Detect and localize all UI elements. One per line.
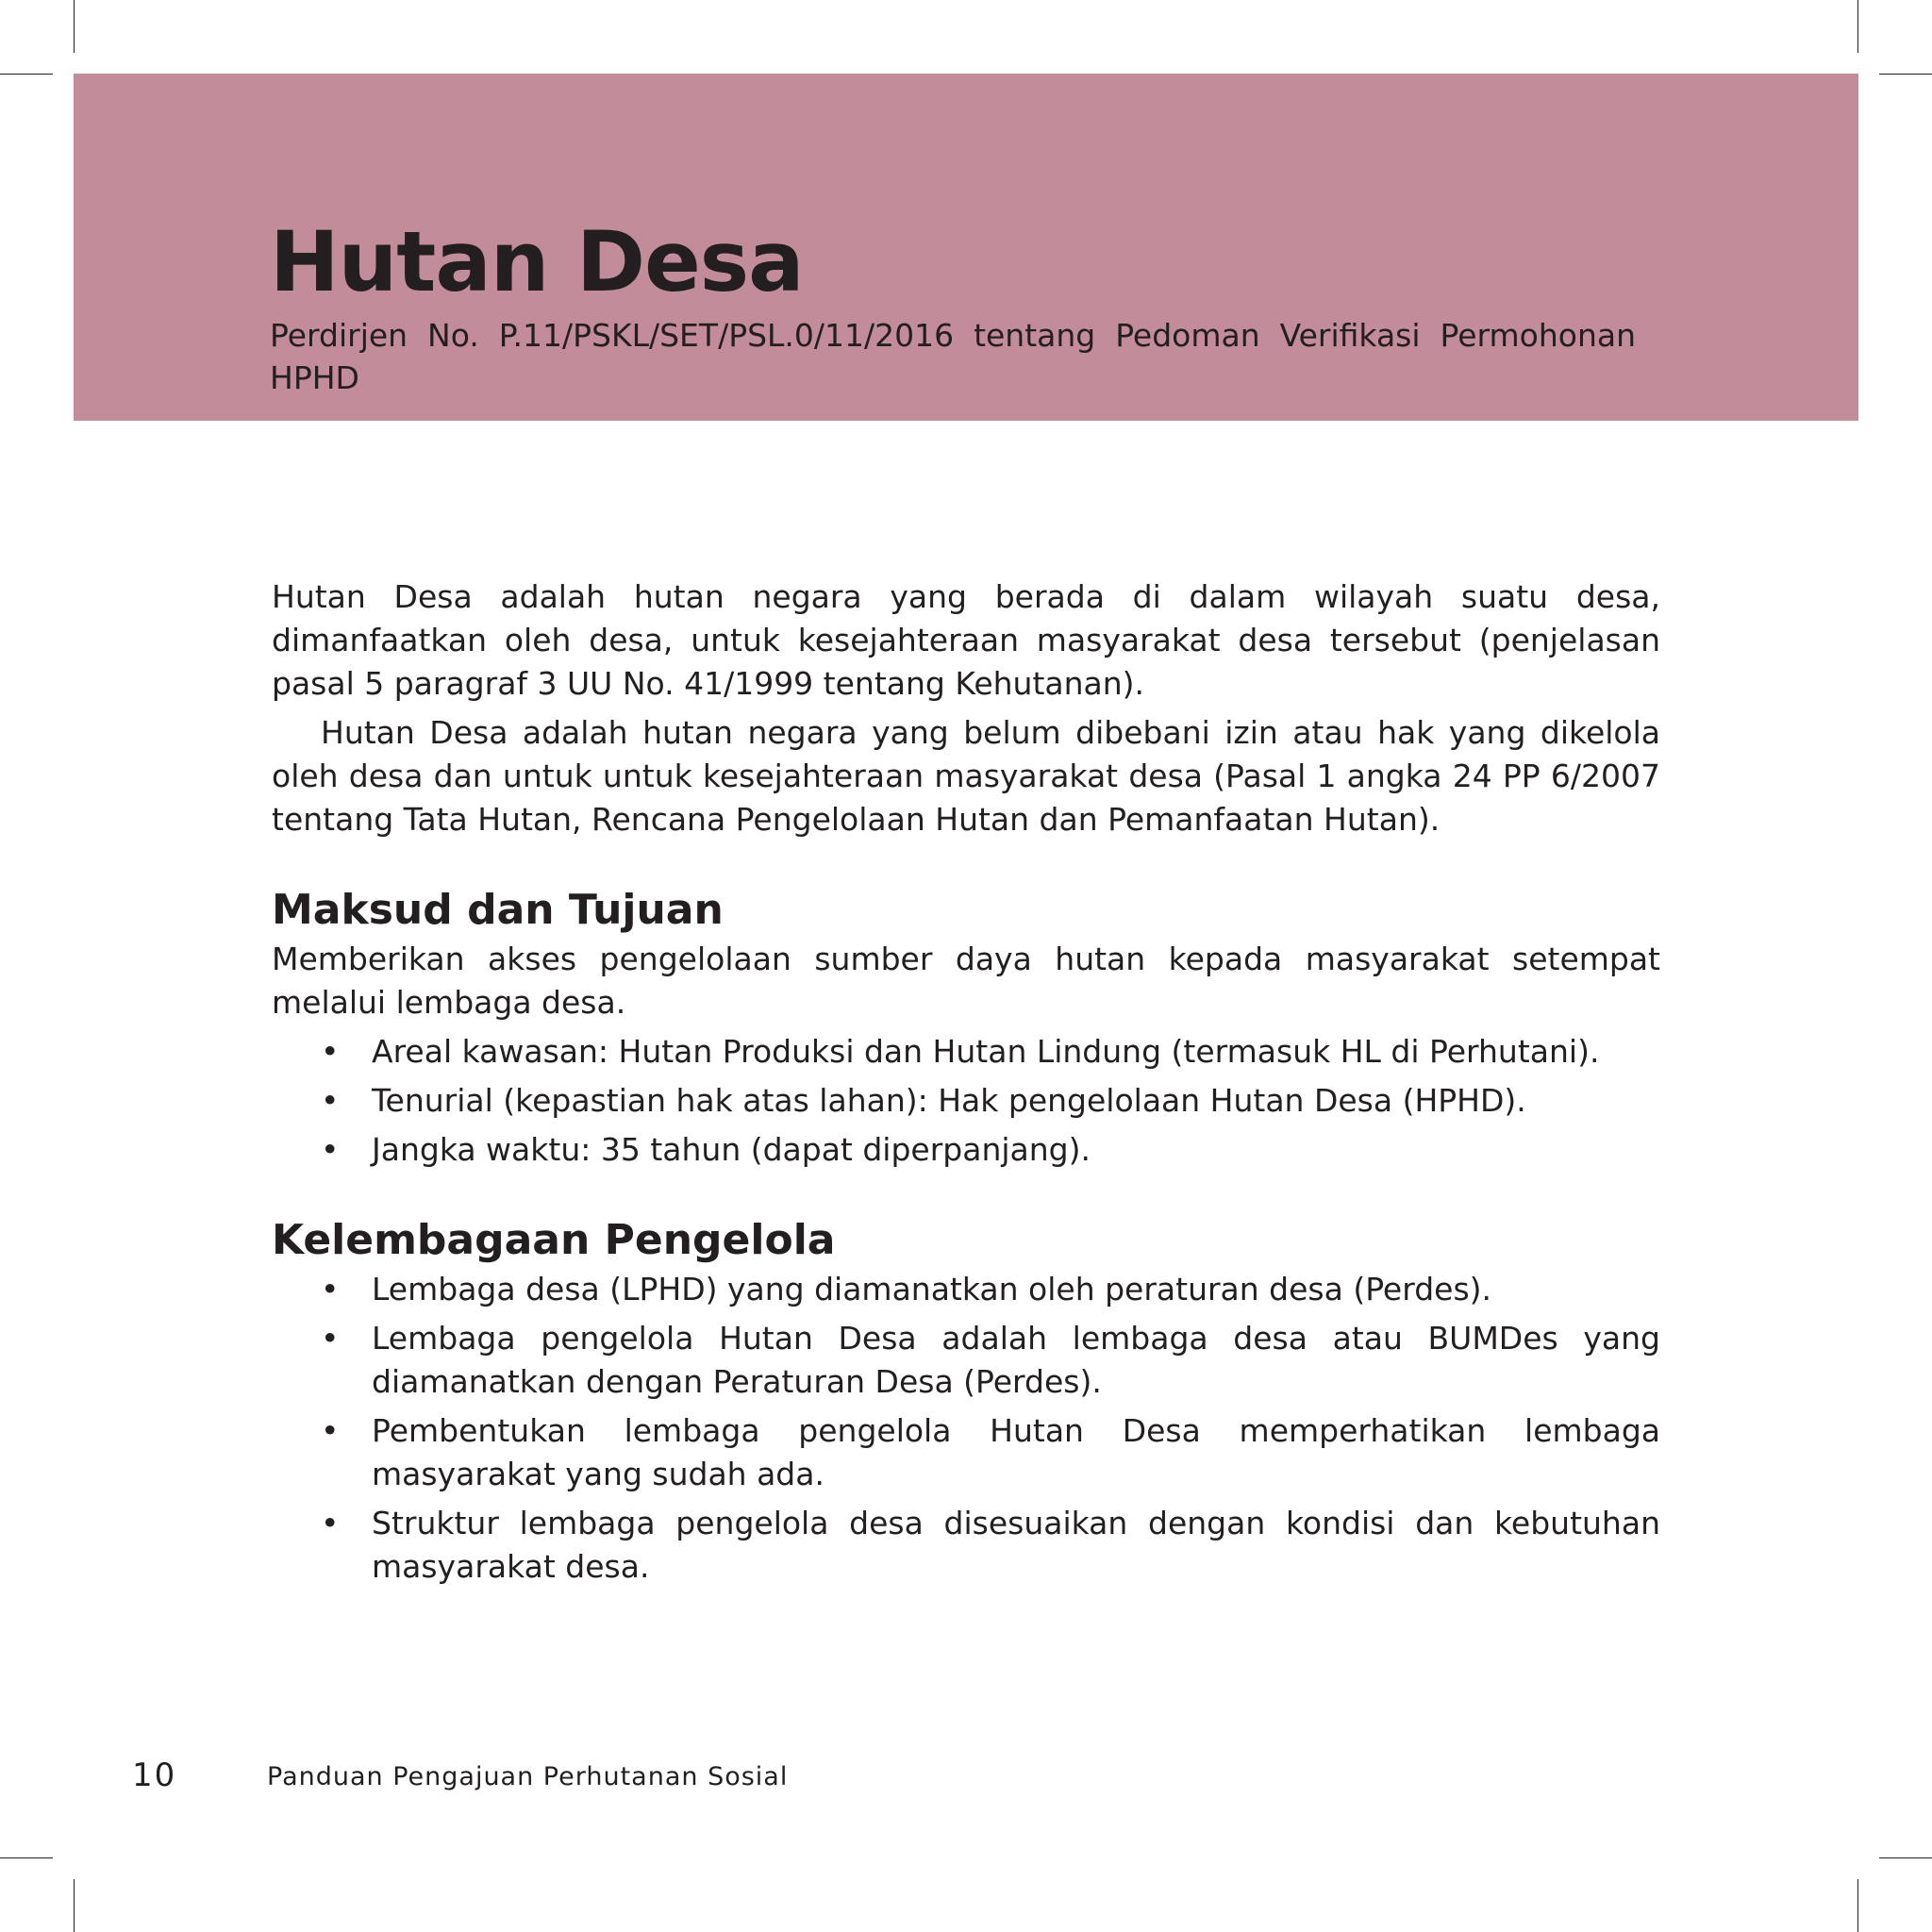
list-item [321,1030,1660,1074]
list-item [321,1502,1660,1589]
page-subtitle: Perdirjen No. P.11/PSKL/SET/PSL.0/11/2016 tentang Pedoman Verifikasi Permohonan HPHD [270,317,1636,396]
crop-mark-top-left-vertical [74,0,75,53]
list-item [321,1128,1660,1172]
list-item-text: Lembaga pengelola Hutan Desa adalah lembaga desa atau BUMDes yang diamanatkan dengan Peraturan Desa (Perdes). [372,1320,1660,1400]
page-number: 10 [132,1757,177,1794]
list-item [321,1409,1660,1496]
crop-mark-bottom-left-vertical [74,1879,75,1932]
bullet-icon: • [321,1131,340,1168]
crop-mark-bottom-left-horizontal [0,1857,53,1858]
list-item-text: Struktur lembaga pengelola desa disesuaikan dengan kondisi dan kebutuhan masyarakat desa. [372,1505,1660,1585]
crop-mark-top-right-vertical [1857,0,1858,53]
list-item-text: Lembaga desa (LPHD) yang diamanatkan oleh peraturan desa (Perdes). [372,1271,1492,1307]
section-heading-kelembagaan: Kelembagaan Pengelola [272,1216,836,1264]
page-title: Hutan Desa [270,213,804,310]
bullet-icon: • [321,1082,340,1119]
intro-paragraph-2: Hutan Desa adalah hutan negara yang belum dibebani izin atau hak yang dikelola oleh desa dan untuk untuk kesejahteraan masyarakat desa (Pasal 1 angka 24 PP 6/2007 tentang Tata Hutan, Rencana Pengelolaan Hutan dan Pemanfaatan Hutan). [272,714,1660,838]
bullet-icon: • [321,1033,340,1070]
crop-mark-top-left-horizontal [0,74,53,75]
list-item-text: Areal kawasan: Hutan Produksi dan Hutan Lindung (termasuk HL di Perhutani). [372,1033,1600,1070]
bullet-icon: • [321,1505,340,1541]
main-content [272,575,1660,1594]
crop-mark-bottom-right-vertical [1857,1879,1858,1932]
maksud-paragraph: Memberikan akses pengelolaan sumber daya hutan kepada masyarakat setempat melalui lembaga desa. [272,941,1660,1021]
list-item-text: Pembentukan lembaga pengelola Hutan Desa memperhatikan lembaga masyarakat yang sudah ada. [372,1412,1660,1492]
list-item-text: Jangka waktu: 35 tahun (dapat diperpanjang). [372,1131,1091,1168]
list-item [321,1079,1660,1123]
list-item [321,1317,1660,1404]
intro-paragraph-1: Hutan Desa adalah hutan negara yang berada di dalam wilayah suatu desa, dimanfaatkan oleh desa, untuk kesejahteraan masyarakat desa tersebut (penjelasan pasal 5 paragraf 3 UU No. 41/1999 tentang Kehutanan). [272,578,1660,702]
bullet-icon: • [321,1412,340,1449]
list-item [321,1268,1660,1311]
bullet-icon: • [321,1271,340,1307]
list-item-text: Tenurial (kepastian hak atas lahan): Hak pengelolaan Hutan Desa (HPHD). [372,1082,1526,1119]
crop-mark-bottom-right-horizontal [1879,1857,1932,1858]
kelembagaan-bullet-list [272,1268,1660,1589]
maksud-bullet-list [272,1030,1660,1172]
running-footer-title: Panduan Pengajuan Perhutanan Sosial [267,1762,789,1791]
crop-mark-top-right-horizontal [1879,74,1932,75]
bullet-icon: • [321,1320,340,1357]
section-heading-maksud: Maksud dan Tujuan [272,886,724,934]
